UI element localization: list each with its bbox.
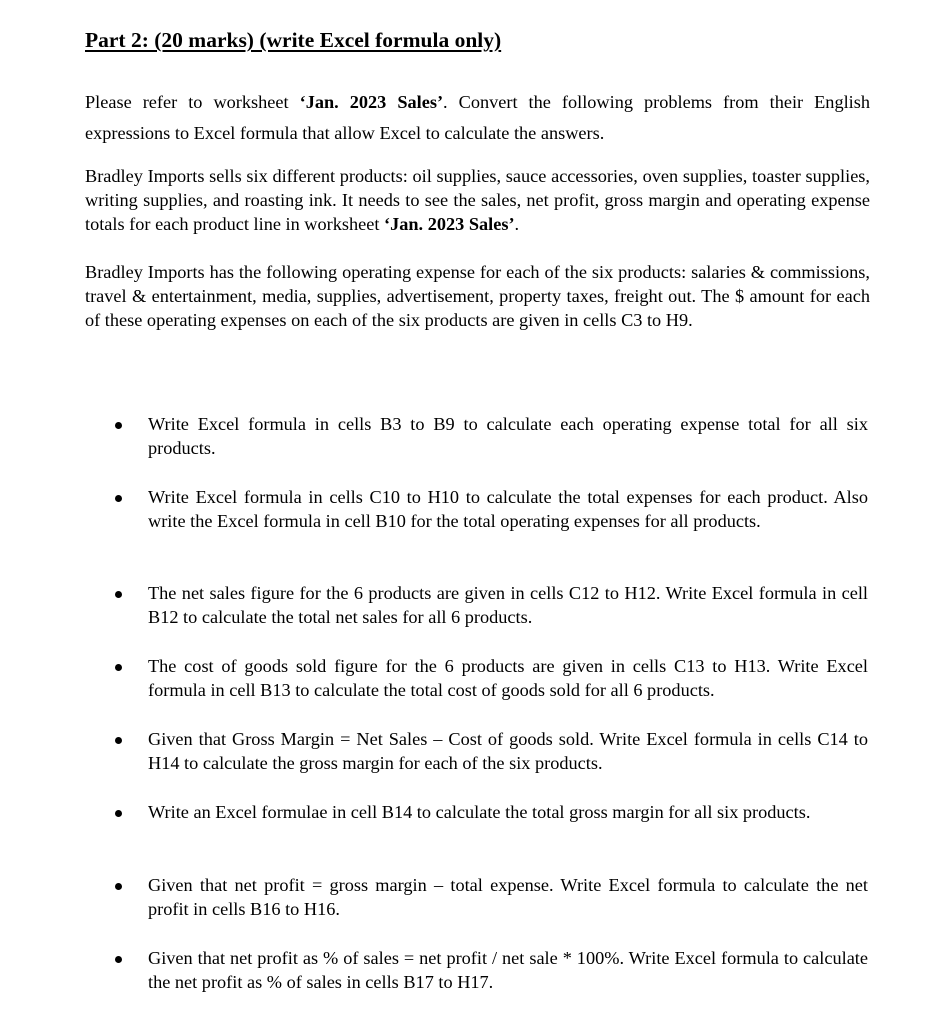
bullet-icon (115, 591, 122, 598)
intro-text-after: . Convert the following problems from their English expressions to Excel formula that allow Excel to calculate the answers. (85, 92, 870, 143)
bullet-icon (115, 956, 122, 963)
expenses-paragraph: Bradley Imports has the following operating expense for each of the six products: salaries & commissions, travel & entertainment, media, supplies, advertisement, property taxes, freight out. The $ amount for each of these operating expenses on each of the six products are given in cells C3 to H9. (85, 262, 870, 330)
list-item-text: Write Excel formula in cells C10 to H10 to calculate the total expenses for each product. Also write the Excel formula in cell B10 for the total operating expenses for all products. (148, 487, 868, 531)
document-page (85, 26, 870, 992)
list-item-text: The cost of goods sold figure for the 6 products are given in cells C13 to H13. Write Excel formula in cell B13 to calculate the total cost of goods sold for all 6 products. (148, 656, 868, 700)
part-heading: Part 2: (20 marks) (write Excel formula only) (85, 28, 502, 52)
intro-sheet-name: ‘Jan. 2023 Sales’ (299, 92, 444, 112)
list-item-text: Write an Excel formulae in cell B14 to calculate the total gross margin for all six products. (148, 802, 811, 822)
bullet-icon (115, 810, 122, 817)
products-text-after: . (514, 214, 520, 234)
products-paragraph (85, 164, 870, 236)
products-sheet-name: ‘Jan. 2023 Sales’ (384, 214, 515, 234)
bullet-icon (115, 422, 122, 429)
list-item-text: Given that net profit = gross margin – total expense. Write Excel formula to calculate the net profit in cells B16 to H16. (148, 875, 868, 919)
intro-text-before: Please refer to worksheet (85, 92, 300, 112)
bullet-icon (115, 883, 122, 890)
list-item-text: Given that net profit as % of sales = net profit / net sale * 100%. Write Excel formula to calculate the net profit as % of sales in cells B17 to H17. (148, 948, 868, 992)
list-item-text: The net sales figure for the 6 products are given in cells C12 to H12. Write Excel formula in cell B12 to calculate the total net sales for all 6 products. (148, 583, 868, 627)
list-item-text: Given that Gross Margin = Net Sales – Cost of goods sold. Write Excel formula in cells C14 to H14 to calculate the gross margin for each of the six products. (148, 729, 868, 773)
bullet-icon (115, 664, 122, 671)
list-item-text: Write Excel formula in cells B3 to B9 to calculate each operating expense total for all six products. (148, 414, 868, 458)
products-text-before: Bradley Imports sells six different products: oil supplies, sauce accessories, oven supplies, toaster supplies, writing supplies, and roasting ink. It needs to see the sales, net profit, gross margin and operating expense totals for each product line in worksheet (85, 166, 870, 234)
bullet-icon (115, 737, 122, 744)
intro-paragraph (85, 87, 870, 149)
bullet-icon (115, 495, 122, 502)
